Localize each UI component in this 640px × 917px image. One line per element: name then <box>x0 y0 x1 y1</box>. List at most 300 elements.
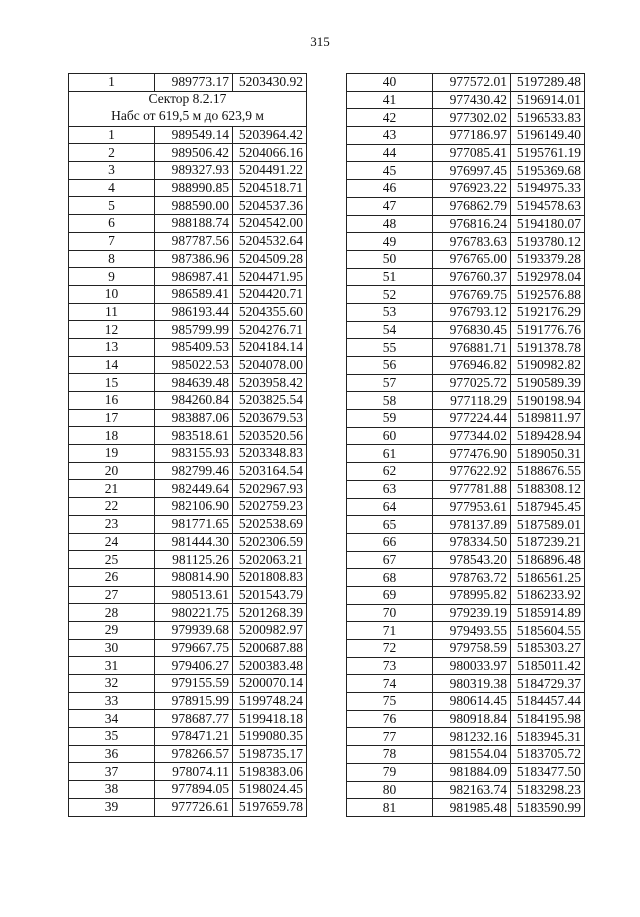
point-number: 45 <box>347 162 433 180</box>
point-number: 58 <box>347 392 433 410</box>
y-coordinate: 5185303.27 <box>511 640 585 658</box>
y-coordinate: 5191776.76 <box>511 321 585 339</box>
y-coordinate: 5196149.40 <box>511 127 585 145</box>
y-coordinate: 5204509.28 <box>233 250 307 268</box>
point-number: 1 <box>69 74 155 92</box>
point-number: 17 <box>69 409 155 427</box>
x-coordinate: 982799.46 <box>155 462 233 480</box>
x-coordinate: 988590.00 <box>155 197 233 215</box>
y-coordinate: 5185914.89 <box>511 604 585 622</box>
y-coordinate: 5202306.59 <box>233 533 307 551</box>
point-number: 81 <box>347 799 433 817</box>
x-coordinate: 977781.88 <box>433 480 511 498</box>
y-coordinate: 5193780.12 <box>511 233 585 251</box>
point-number: 43 <box>347 127 433 145</box>
y-coordinate: 5200070.14 <box>233 675 307 693</box>
table-row <box>69 445 307 463</box>
x-coordinate: 985409.53 <box>155 338 233 356</box>
section-title: Сектор 8.2.17 <box>148 91 227 106</box>
table-row <box>69 356 307 374</box>
y-coordinate: 5200982.97 <box>233 621 307 639</box>
y-coordinate: 5195761.19 <box>511 144 585 162</box>
point-number: 73 <box>347 657 433 675</box>
table-row <box>347 586 585 604</box>
table-row <box>69 675 307 693</box>
table-row <box>347 233 585 251</box>
table-row <box>347 728 585 746</box>
y-coordinate: 5200687.88 <box>233 639 307 657</box>
point-number: 21 <box>69 480 155 498</box>
table-row <box>69 798 307 816</box>
table-row <box>347 781 585 799</box>
y-coordinate: 5204537.36 <box>233 197 307 215</box>
x-coordinate: 977085.41 <box>433 144 511 162</box>
x-coordinate: 989506.42 <box>155 144 233 162</box>
table-row <box>347 498 585 516</box>
point-number: 8 <box>69 250 155 268</box>
table-row <box>347 339 585 357</box>
point-number: 39 <box>69 798 155 816</box>
point-number: 1 <box>69 126 155 144</box>
table-row <box>69 179 307 197</box>
y-coordinate: 5202538.69 <box>233 515 307 533</box>
table-row <box>69 126 307 144</box>
table-row <box>347 533 585 551</box>
table-row <box>347 622 585 640</box>
x-coordinate: 976816.24 <box>433 215 511 233</box>
point-number: 9 <box>69 268 155 286</box>
table-row <box>69 392 307 410</box>
table-row <box>347 710 585 728</box>
point-number: 37 <box>69 763 155 781</box>
x-coordinate: 977953.61 <box>433 498 511 516</box>
y-coordinate: 5189428.94 <box>511 427 585 445</box>
point-number: 7 <box>69 232 155 250</box>
point-number: 46 <box>347 180 433 198</box>
table-row <box>69 745 307 763</box>
table-row <box>69 781 307 799</box>
table-row <box>347 250 585 268</box>
y-coordinate: 5202759.23 <box>233 498 307 516</box>
x-coordinate: 976760.37 <box>433 268 511 286</box>
table-row <box>347 162 585 180</box>
table-row <box>347 392 585 410</box>
x-coordinate: 977476.90 <box>433 445 511 463</box>
x-coordinate: 986987.41 <box>155 268 233 286</box>
x-coordinate: 977430.42 <box>433 91 511 109</box>
table-row <box>347 427 585 445</box>
y-coordinate: 5202063.21 <box>233 551 307 569</box>
y-coordinate: 5199748.24 <box>233 692 307 710</box>
y-coordinate: 5203679.53 <box>233 409 307 427</box>
x-coordinate: 977344.02 <box>433 427 511 445</box>
y-coordinate: 5203520.56 <box>233 427 307 445</box>
page-number: 315 <box>310 34 330 49</box>
y-coordinate: 5204471.95 <box>233 268 307 286</box>
x-coordinate: 983518.61 <box>155 427 233 445</box>
point-number: 42 <box>347 109 433 127</box>
point-number: 49 <box>347 233 433 251</box>
point-number: 66 <box>347 533 433 551</box>
table-row <box>69 568 307 586</box>
point-number: 19 <box>69 445 155 463</box>
point-number: 31 <box>69 657 155 675</box>
y-coordinate: 5185604.55 <box>511 622 585 640</box>
table-row <box>347 286 585 304</box>
table-row <box>347 657 585 675</box>
y-coordinate: 5199418.18 <box>233 710 307 728</box>
x-coordinate: 980319.38 <box>433 675 511 693</box>
x-coordinate: 980918.84 <box>433 710 511 728</box>
point-number: 71 <box>347 622 433 640</box>
y-coordinate: 5187239.21 <box>511 533 585 551</box>
x-coordinate: 981884.09 <box>433 763 511 781</box>
x-coordinate: 984260.84 <box>155 392 233 410</box>
table-row <box>347 693 585 711</box>
y-coordinate: 5194578.63 <box>511 197 585 215</box>
table-row <box>347 180 585 198</box>
table-row <box>347 215 585 233</box>
y-coordinate: 5189811.97 <box>511 410 585 428</box>
y-coordinate: 5204078.00 <box>233 356 307 374</box>
x-coordinate: 979939.68 <box>155 621 233 639</box>
coordinates-table-right <box>346 73 585 817</box>
table-row <box>347 746 585 764</box>
x-coordinate: 977622.92 <box>433 463 511 481</box>
point-number: 33 <box>69 692 155 710</box>
point-number: 34 <box>69 710 155 728</box>
y-coordinate: 5201808.83 <box>233 568 307 586</box>
table-row <box>69 462 307 480</box>
x-coordinate: 980221.75 <box>155 604 233 622</box>
x-coordinate: 988188.74 <box>155 215 233 233</box>
table-row <box>347 374 585 392</box>
x-coordinate: 977025.72 <box>433 374 511 392</box>
point-number: 75 <box>347 693 433 711</box>
y-coordinate: 5203825.54 <box>233 392 307 410</box>
table-row <box>69 604 307 622</box>
point-number: 23 <box>69 515 155 533</box>
table-row <box>69 303 307 321</box>
point-number: 65 <box>347 516 433 534</box>
table-row <box>69 215 307 233</box>
x-coordinate: 979758.59 <box>433 640 511 658</box>
table-row <box>347 463 585 481</box>
x-coordinate: 981554.04 <box>433 746 511 764</box>
point-number: 30 <box>69 639 155 657</box>
point-number: 10 <box>69 285 155 303</box>
x-coordinate: 982106.90 <box>155 498 233 516</box>
x-coordinate: 983887.06 <box>155 409 233 427</box>
x-coordinate: 979667.75 <box>155 639 233 657</box>
table-row <box>69 162 307 180</box>
table-row <box>347 480 585 498</box>
y-coordinate: 5190982.82 <box>511 357 585 375</box>
y-coordinate: 5189050.31 <box>511 445 585 463</box>
section-header-row <box>69 91 307 126</box>
y-coordinate: 5184195.98 <box>511 710 585 728</box>
point-number: 2 <box>69 144 155 162</box>
point-number: 29 <box>69 621 155 639</box>
x-coordinate: 986193.44 <box>155 303 233 321</box>
y-coordinate: 5184457.44 <box>511 693 585 711</box>
x-coordinate: 976830.45 <box>433 321 511 339</box>
y-coordinate: 5196533.83 <box>511 109 585 127</box>
table-row <box>69 728 307 746</box>
x-coordinate: 977894.05 <box>155 781 233 799</box>
point-number: 61 <box>347 445 433 463</box>
y-coordinate: 5204066.16 <box>233 144 307 162</box>
point-number: 32 <box>69 675 155 693</box>
table-row <box>69 409 307 427</box>
y-coordinate: 5198383.06 <box>233 763 307 781</box>
point-number: 67 <box>347 551 433 569</box>
point-number: 74 <box>347 675 433 693</box>
point-number: 3 <box>69 162 155 180</box>
x-coordinate: 980033.97 <box>433 657 511 675</box>
point-number: 5 <box>69 197 155 215</box>
x-coordinate: 988990.85 <box>155 179 233 197</box>
x-coordinate: 981232.16 <box>433 728 511 746</box>
x-coordinate: 978471.21 <box>155 728 233 746</box>
point-number: 56 <box>347 357 433 375</box>
point-number: 55 <box>347 339 433 357</box>
point-number: 18 <box>69 427 155 445</box>
x-coordinate: 985799.99 <box>155 321 233 339</box>
table-row <box>347 763 585 781</box>
y-coordinate: 5194975.33 <box>511 180 585 198</box>
x-coordinate: 977118.29 <box>433 392 511 410</box>
table-row <box>69 268 307 286</box>
table-row <box>347 410 585 428</box>
y-coordinate: 5204532.64 <box>233 232 307 250</box>
table-row <box>347 91 585 109</box>
table-row <box>69 639 307 657</box>
point-number: 36 <box>69 745 155 763</box>
table-row <box>69 374 307 392</box>
table-row <box>347 109 585 127</box>
point-number: 78 <box>347 746 433 764</box>
x-coordinate: 981771.65 <box>155 515 233 533</box>
y-coordinate: 5197289.48 <box>511 74 585 92</box>
point-number: 50 <box>347 250 433 268</box>
x-coordinate: 980614.45 <box>433 693 511 711</box>
y-coordinate: 5187589.01 <box>511 516 585 534</box>
y-coordinate: 5192176.29 <box>511 303 585 321</box>
x-coordinate: 981444.30 <box>155 533 233 551</box>
point-number: 64 <box>347 498 433 516</box>
table-row <box>69 515 307 533</box>
y-coordinate: 5183477.50 <box>511 763 585 781</box>
table-row <box>347 321 585 339</box>
x-coordinate: 981985.48 <box>433 799 511 817</box>
x-coordinate: 979406.27 <box>155 657 233 675</box>
x-coordinate: 978915.99 <box>155 692 233 710</box>
table-row <box>69 480 307 498</box>
y-coordinate: 5198024.45 <box>233 781 307 799</box>
point-number: 41 <box>347 91 433 109</box>
x-coordinate: 978334.50 <box>433 533 511 551</box>
section-subtitle: Набс от 619,5 м до 623,9 м <box>111 107 264 123</box>
table-row <box>347 569 585 587</box>
x-coordinate: 982163.74 <box>433 781 511 799</box>
point-number: 53 <box>347 303 433 321</box>
y-coordinate: 5201268.39 <box>233 604 307 622</box>
y-coordinate: 5183298.23 <box>511 781 585 799</box>
x-coordinate: 978266.57 <box>155 745 233 763</box>
y-coordinate: 5203164.54 <box>233 462 307 480</box>
point-number: 27 <box>69 586 155 604</box>
y-coordinate: 5204491.22 <box>233 162 307 180</box>
x-coordinate: 976769.75 <box>433 286 511 304</box>
point-number: 51 <box>347 268 433 286</box>
x-coordinate: 976793.12 <box>433 303 511 321</box>
point-number: 79 <box>347 763 433 781</box>
point-number: 16 <box>69 392 155 410</box>
y-coordinate: 5203958.42 <box>233 374 307 392</box>
table-row <box>69 621 307 639</box>
y-coordinate: 5199080.35 <box>233 728 307 746</box>
x-coordinate: 979493.55 <box>433 622 511 640</box>
y-coordinate: 5195369.68 <box>511 162 585 180</box>
table-row <box>69 144 307 162</box>
point-number: 57 <box>347 374 433 392</box>
point-number: 54 <box>347 321 433 339</box>
y-coordinate: 5183705.72 <box>511 746 585 764</box>
y-coordinate: 5197659.78 <box>233 798 307 816</box>
table-row <box>69 692 307 710</box>
x-coordinate: 977726.61 <box>155 798 233 816</box>
point-number: 14 <box>69 356 155 374</box>
y-coordinate: 5204184.14 <box>233 338 307 356</box>
point-number: 6 <box>69 215 155 233</box>
table-row <box>69 197 307 215</box>
point-number: 77 <box>347 728 433 746</box>
table-row <box>69 710 307 728</box>
x-coordinate: 978137.89 <box>433 516 511 534</box>
x-coordinate: 978543.20 <box>433 551 511 569</box>
table-row <box>69 250 307 268</box>
y-coordinate: 5183590.99 <box>511 799 585 817</box>
y-coordinate: 5202967.93 <box>233 480 307 498</box>
point-number: 62 <box>347 463 433 481</box>
x-coordinate: 986589.41 <box>155 285 233 303</box>
table-row <box>347 268 585 286</box>
table-row <box>347 127 585 145</box>
y-coordinate: 5204420.71 <box>233 285 307 303</box>
x-coordinate: 981125.26 <box>155 551 233 569</box>
table-row <box>347 445 585 463</box>
table-row <box>69 285 307 303</box>
point-number: 4 <box>69 179 155 197</box>
point-number: 20 <box>69 462 155 480</box>
point-number: 40 <box>347 74 433 92</box>
table-row <box>69 586 307 604</box>
point-number: 12 <box>69 321 155 339</box>
table-row <box>347 197 585 215</box>
x-coordinate: 985022.53 <box>155 356 233 374</box>
point-number: 24 <box>69 533 155 551</box>
point-number: 22 <box>69 498 155 516</box>
y-coordinate: 5186896.48 <box>511 551 585 569</box>
x-coordinate: 976946.82 <box>433 357 511 375</box>
x-coordinate: 989549.14 <box>155 126 233 144</box>
table-row <box>69 657 307 675</box>
x-coordinate: 978995.82 <box>433 586 511 604</box>
table-row <box>69 427 307 445</box>
table-row <box>347 516 585 534</box>
point-number: 25 <box>69 551 155 569</box>
x-coordinate: 987386.96 <box>155 250 233 268</box>
x-coordinate: 977224.44 <box>433 410 511 428</box>
x-coordinate: 979155.59 <box>155 675 233 693</box>
point-number: 38 <box>69 781 155 799</box>
x-coordinate: 987787.56 <box>155 232 233 250</box>
point-number: 52 <box>347 286 433 304</box>
y-coordinate: 5190198.94 <box>511 392 585 410</box>
point-number: 47 <box>347 197 433 215</box>
table-row <box>69 74 307 92</box>
point-number: 59 <box>347 410 433 428</box>
table-row <box>347 357 585 375</box>
table-row <box>347 604 585 622</box>
y-coordinate: 5190589.39 <box>511 374 585 392</box>
y-coordinate: 5192978.04 <box>511 268 585 286</box>
y-coordinate: 5200383.48 <box>233 657 307 675</box>
y-coordinate: 5187945.45 <box>511 498 585 516</box>
x-coordinate: 976997.45 <box>433 162 511 180</box>
table-row <box>347 551 585 569</box>
table-row <box>347 74 585 92</box>
table-row <box>69 232 307 250</box>
x-coordinate: 977572.01 <box>433 74 511 92</box>
y-coordinate: 5203964.42 <box>233 126 307 144</box>
y-coordinate: 5203348.83 <box>233 445 307 463</box>
x-coordinate: 976783.63 <box>433 233 511 251</box>
y-coordinate: 5204518.71 <box>233 179 307 197</box>
x-coordinate: 976923.22 <box>433 180 511 198</box>
x-coordinate: 978687.77 <box>155 710 233 728</box>
point-number: 11 <box>69 303 155 321</box>
x-coordinate: 976881.71 <box>433 339 511 357</box>
table-row <box>347 303 585 321</box>
table-row <box>347 144 585 162</box>
y-coordinate: 5204355.60 <box>233 303 307 321</box>
point-number: 72 <box>347 640 433 658</box>
x-coordinate: 984639.48 <box>155 374 233 392</box>
table-row <box>69 338 307 356</box>
x-coordinate: 980814.90 <box>155 568 233 586</box>
y-coordinate: 5186233.92 <box>511 586 585 604</box>
y-coordinate: 5192576.88 <box>511 286 585 304</box>
y-coordinate: 5184729.37 <box>511 675 585 693</box>
point-number: 48 <box>347 215 433 233</box>
section-header <box>69 91 307 126</box>
point-number: 26 <box>69 568 155 586</box>
y-coordinate: 5186561.25 <box>511 569 585 587</box>
y-coordinate: 5191378.78 <box>511 339 585 357</box>
y-coordinate: 5204542.00 <box>233 215 307 233</box>
table-row <box>69 763 307 781</box>
y-coordinate: 5198735.17 <box>233 745 307 763</box>
y-coordinate: 5188308.12 <box>511 480 585 498</box>
x-coordinate: 978763.72 <box>433 569 511 587</box>
y-coordinate: 5203430.92 <box>233 74 307 92</box>
x-coordinate: 979239.19 <box>433 604 511 622</box>
point-number: 35 <box>69 728 155 746</box>
y-coordinate: 5188676.55 <box>511 463 585 481</box>
x-coordinate: 982449.64 <box>155 480 233 498</box>
